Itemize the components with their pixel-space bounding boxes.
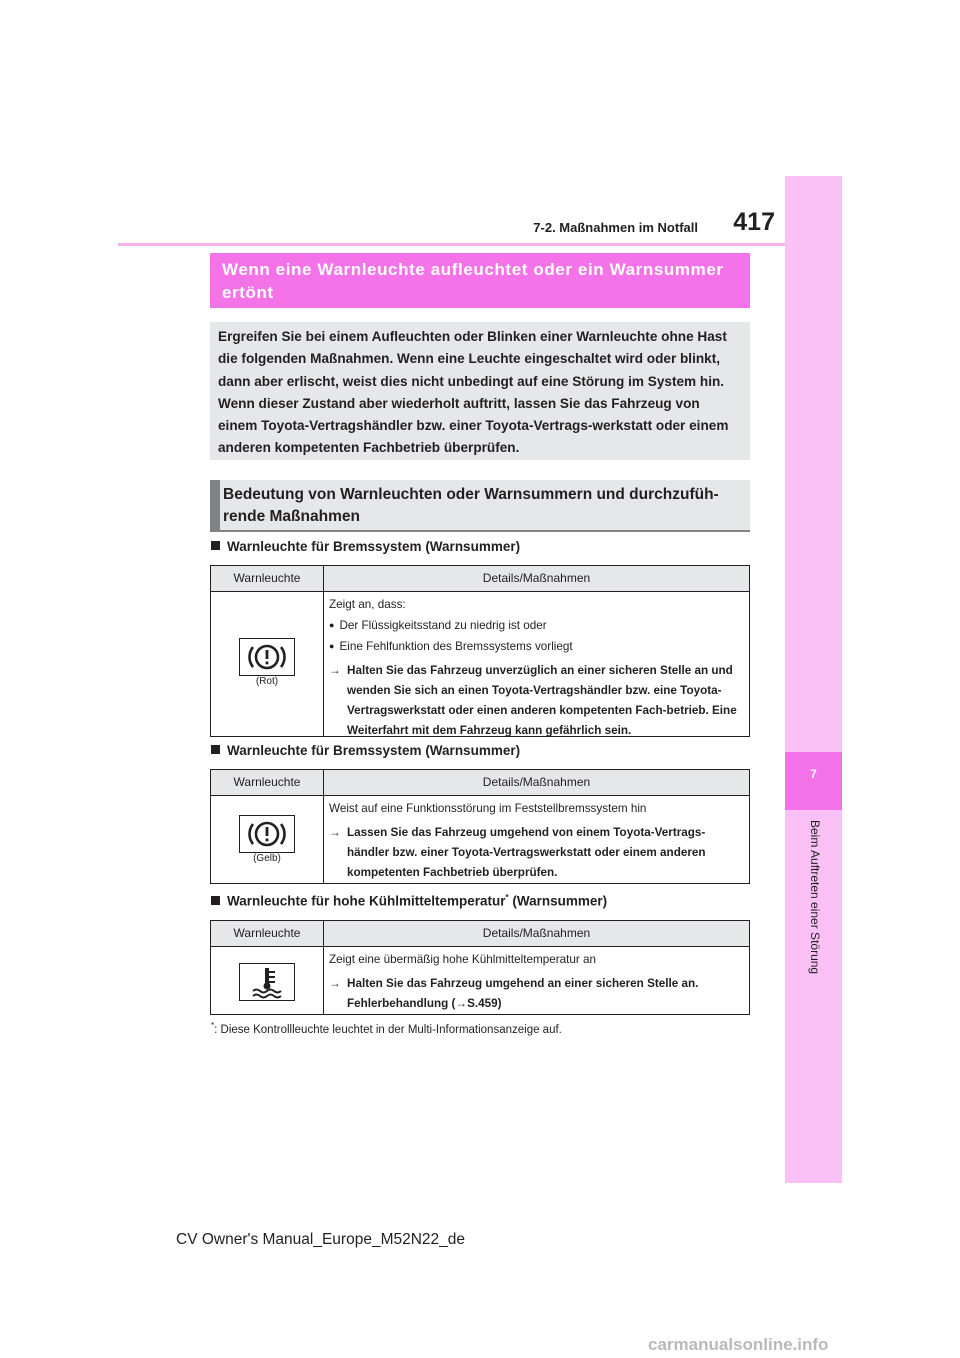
column-header-light: Warnleuchte <box>211 770 324 795</box>
page-number: 417 <box>733 208 775 236</box>
manual-id: CV Owner's Manual_Europe_M52N22_de <box>176 1231 466 1248</box>
subsection-heading-brake: Warnleuchte für Bremssystem (Warnsummer) <box>211 539 520 554</box>
table-header <box>211 921 749 947</box>
action-instruction: → Halten Sie das Fahrzeug unverzüglich an einer sicheren Stelle an und wenden Sie sich an einen Toyota-Vertragshändler bzw. eine Toyota-Vertragswerkstatt oder einen anderen kompetenten Fach-betrieb. Eine Weiterfahrt mit dem Fahrzeug kann gefährlich sein. <box>329 661 741 741</box>
details-intro: Zeigt eine übermäßig hohe Kühlmitteltemperatur an <box>329 953 597 966</box>
section-heading-bar <box>210 480 220 530</box>
footnote-mark: * <box>211 1021 215 1030</box>
chapter-side-tab <box>785 176 842 1183</box>
list-item: ● Eine Fehlfunktion des Bremssystems vorliegt <box>329 636 741 657</box>
table-row <box>211 947 749 1014</box>
square-bullet-icon <box>211 541 220 550</box>
parking-brake-warning-icon <box>239 815 295 853</box>
details-cell <box>324 592 749 736</box>
parking-brake-warning-table <box>210 769 750 884</box>
column-header-light: Warnleuchte <box>211 921 324 946</box>
details-intro: Zeigt an, dass: <box>329 598 406 611</box>
intro-text: Ergreifen Sie bei einem Aufleuchten oder Blinken einer Warnleuchte ohne Hast die folgenden Maßnahmen. Wenn eine Leuchte eingeschaltet wird oder blinkt, dann aber erlischt, weist dies nicht unbedingt auf eine Störung im System hin. Wenn dieser Zustand aber wiederholt auftritt, lassen Sie das Fahrzeug von einem Toyota-Vertragshändler bzw. einer Toyota-Vertrags-werkstatt oder einem anderen kompetenten Fachbetrieb überprüfen. <box>218 329 729 456</box>
square-bullet-icon <box>211 896 220 905</box>
details-cell <box>324 796 749 883</box>
square-bullet-icon <box>211 745 220 754</box>
action-instruction: → Lassen Sie das Fahrzeug umgehend von einem Toyota-Vertrags-händler bzw. einer Toyota-Vertragswerkstatt oder einem anderen kompetenten Fachbetrieb überprüfen. <box>329 823 741 883</box>
footnote-mark: * <box>505 893 509 902</box>
arrow-icon: → <box>329 826 341 839</box>
chapter-title: Beim Auftreten einer Störung <box>808 820 822 975</box>
subsection-heading-coolant: Warnleuchte für hohe Kühlmitteltemperatur* (Warnsummer) <box>211 893 607 909</box>
action-instruction: → Halten Sie das Fahrzeug umgehend an einer sicheren Stelle an. Fehlerbehandlung (→S.459) <box>329 974 741 1014</box>
list-item: ● Der Flüssigkeitsstand zu niedrig ist oder <box>329 615 741 636</box>
details-intro: Weist auf eine Funktionsstörung im Feststellbremssystem hin <box>329 802 647 815</box>
section-heading-rule <box>210 530 750 532</box>
icon-cell <box>211 947 324 1014</box>
details-cell <box>324 947 749 1014</box>
icon-color-label: (Gelb) <box>253 853 281 864</box>
column-header-light: Warnleuchte <box>211 566 324 591</box>
column-header-details: Details/Maßnahmen <box>482 926 591 940</box>
footnote: *: Diese Kontrollleuchte leuchtet in der Multi-Informationsanzeige auf. <box>211 1021 562 1036</box>
table-row <box>211 796 749 883</box>
table-header <box>211 770 749 796</box>
chapter-number-tab: 7 <box>785 752 842 810</box>
table-row <box>211 592 749 736</box>
icon-cell <box>211 592 324 736</box>
subsection-heading-parking-brake: Warnleuchte für Bremssystem (Warnsummer) <box>211 743 520 758</box>
arrow-icon: → <box>329 977 341 990</box>
column-header-details: Details/Maßnahmen <box>482 571 591 585</box>
page-title: Wenn eine Warnleuchte aufleuchtet oder ein Warnsummer ertönt <box>222 260 724 302</box>
table-header <box>211 566 749 592</box>
coolant-temperature-table <box>210 920 750 1015</box>
brake-warning-icon <box>239 638 295 676</box>
section-title: 7-2. Maßnahmen im Notfall <box>533 220 698 235</box>
column-header-details: Details/Maßnahmen <box>482 775 591 789</box>
header-rule <box>118 243 785 246</box>
icon-color-label: (Rot) <box>255 676 279 687</box>
brake-warning-table <box>210 565 750 737</box>
watermark: carmanualsonline.info <box>648 1335 829 1354</box>
chapter-title-vertical <box>800 820 830 1000</box>
coolant-temperature-icon <box>239 963 295 1001</box>
section-heading: Bedeutung von Warnleuchten oder Warnsummern und durchzufüh-rende Maßnahmen <box>223 486 719 525</box>
arrow-icon: → <box>329 664 341 677</box>
icon-cell <box>211 796 324 883</box>
